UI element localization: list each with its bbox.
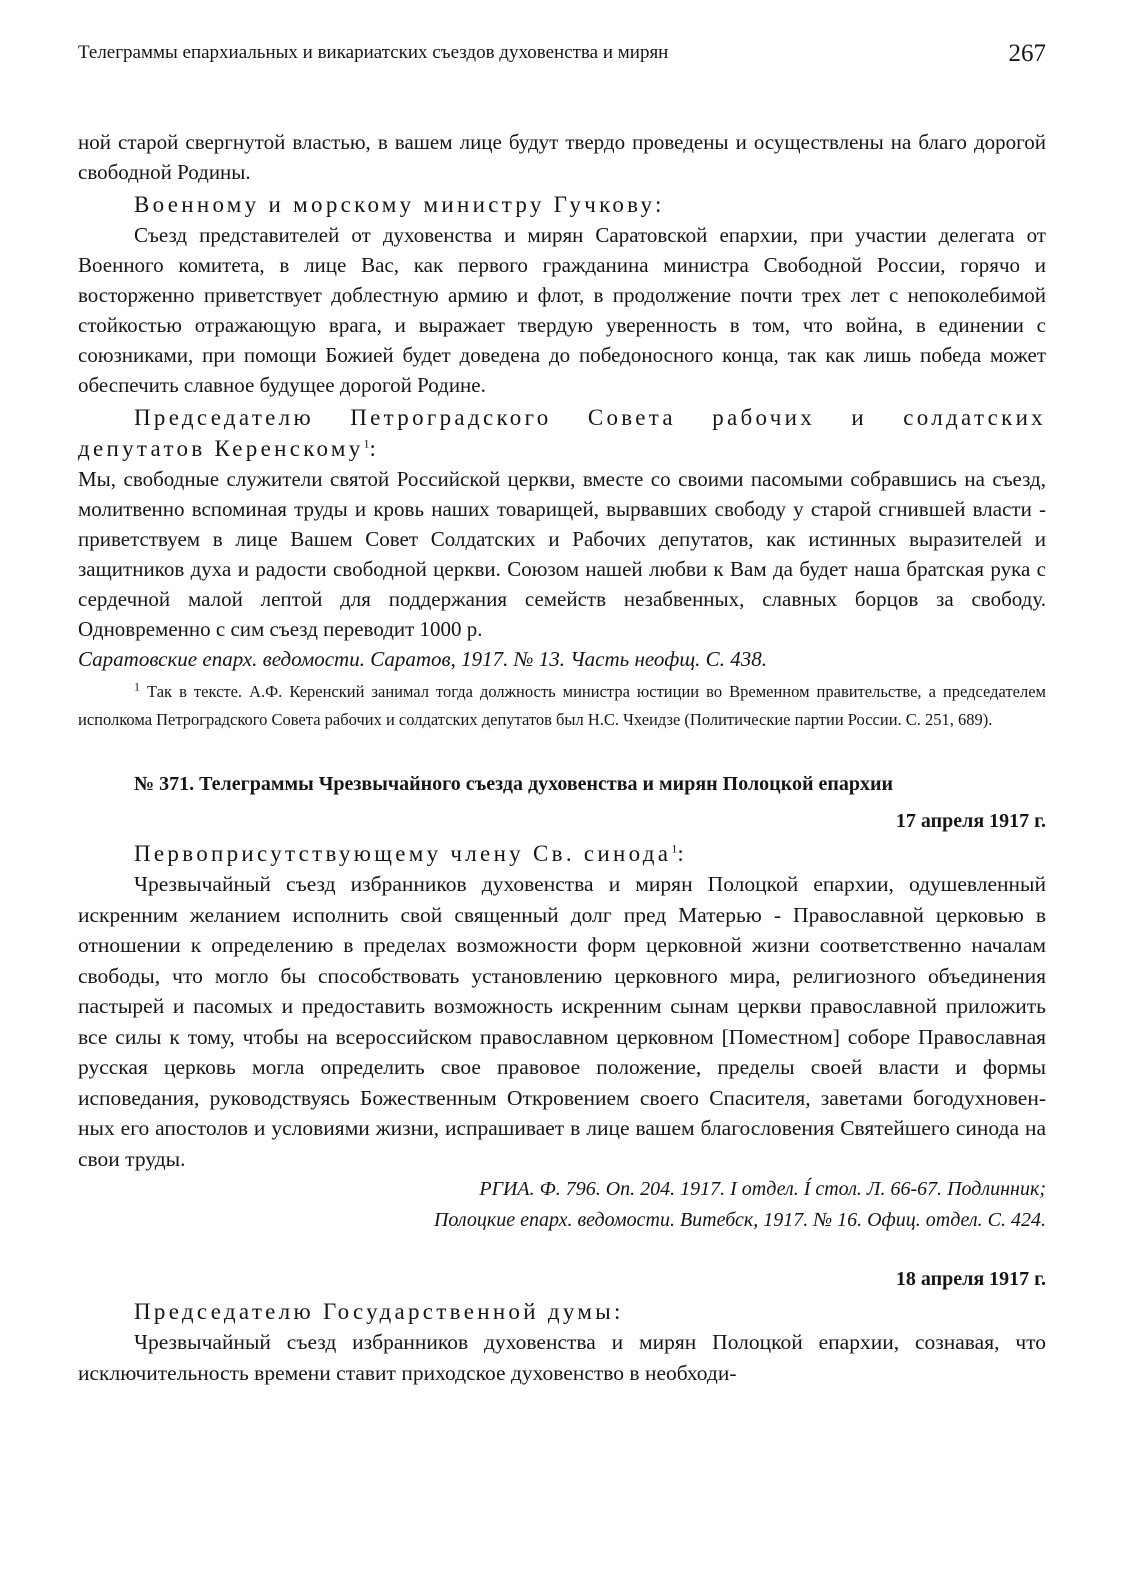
telegram-kerensky-text: Мы, свободные служители святой Российской церкви, вместе со своими пасомыми собравшись на съезд, молитвенно вспоминая труды и кровь наших товарищей, вырвавших свободу у старой сгнившей власти - приветствуем в лице Вашем Совет Солдатских и Рабочих депутатов, как истинных выразителей и защитников духа и радости свободной церкви. Союзом нашей любви к Вам да будет наша братская рука с сердечной малой лептой для поддержания семейств незабвенных, славных борцов за свободу. Одновременно с сим съезд переводит 1000 р. [78,467,1046,641]
running-title: Телеграммы епархиальных и викариатских съездов духовенства и мирян [78,42,669,63]
telegram-guchkov-text: Съезд представителей от духовенства и мирян Саратовской епархии, при участии делегата от Военного комитета, в лице Вас, как первого гражданина министра Свободной России, горячо и восторженно приветствует доблестную армию и флот, в продолжение почти трех лет с непоколебимой стойкостью отражающую врага, и выражает твердую уверенность в том, что война, в единении с союзниками, при помощи Божией будет доведена до победоносного конца, так как лишь победа может обеспечить славное будущее дорогой Родине. [78,223,1046,397]
addressee-synod-name: Первоприсутствующему члену Св. синода [134,841,672,866]
addressee-duma: Председателю Государственной думы: [134,1299,624,1324]
document-date-2: 18 апреля 1917 г. [895,1268,1046,1290]
running-head [78,40,1046,80]
intro-paragraph: ной старой свергнутой властью, в вашем лице будут твердо проведены и осуществлены на благо дорогой свободной Родины. [78,130,1046,184]
telegram-duma-text: Чрезвычайный съезд избранников духовенства и мирян Полоцкой епархии, сознавая, что исключительность времени ставит приходское духовенство в необходи- [78,1330,1046,1385]
section-gap [78,1236,1046,1258]
document-title: № 371. Телеграммы Чрезвычайного съезда духовенства и мирян Полоцкой епархии [134,773,894,795]
source-citation-saratov: Саратовские епарх. ведомости. Саратов, 1917. № 13. Часть неофщ. С. 438. [78,647,767,671]
footnote-text: Так в тексте. А.Ф. Керенский занимал тогда должность министра юстиции во Временном правительстве, а председателем исполкома Петроградского Совета рабочих и солдатских депутатов был Н.С. Чхеидзе (Политические партии России. С. 251, 689). [78,682,1046,729]
addressee-guchkov: Военному и морскому министру Гучкову: [134,192,665,217]
addressee-colon: : [369,436,380,461]
addressee-synod-colon: : [677,841,688,866]
addressee-kerensky-name: депутатов Керенскому [78,436,364,461]
body-text [78,127,1046,1388]
telegram-synod-text: Чрезвычайный съезд избранников духовенства и мирян Полоцкой епархии, одушевленный искренним желанием исполнить свой священный долг пред Матерью - Православной церковью в отношении к определению в пределах возможности форм церковной жизни соответственно началам свободы, что могло бы способствовать установлению церковного мира, религиозного объединения пастырей и пасомых и предоставить возможность искренним сынам церкви православной приложить все силы к тому, чтобы на всероссийском православном церковном [Поместном] соборе Православная русская церковь могла определить свое правовое положение, пределы своей власти и формы исповедания, руководствуясь Божественным Откровением своего Спасителя, заветами богодухновен-ных его апостолов и условиями жизни, испрашивает в лице вашем благословения Святейшего синода на свои труды. [78,872,1046,1171]
addressee-synod [78,838,1046,869]
page-number: 267 [1008,40,1046,67]
footnote-ref: 1 [363,436,370,451]
addressee-kerensky-line2 [78,433,1046,464]
footnote-mark: 1 [134,679,140,694]
footnote-ref-synod: 1 [671,841,678,856]
addressee-kerensky-line1: Председателю Петроградского Совета рабочих и солдатских [134,405,1046,430]
document-date-1: 17 апреля 1917 г. [895,810,1046,832]
source-citation-polotsk: Полоцкие епарх. ведомости. Витебск, 1917. № 16. Офиц. отдел. С. 424. [433,1209,1046,1231]
footnote [78,678,1046,734]
source-citation-rgia: РГИА. Ф. 796. Оп. 204. 1917. I отдел. Í стол. Л. 66-67. Подлинник; [479,1178,1046,1200]
